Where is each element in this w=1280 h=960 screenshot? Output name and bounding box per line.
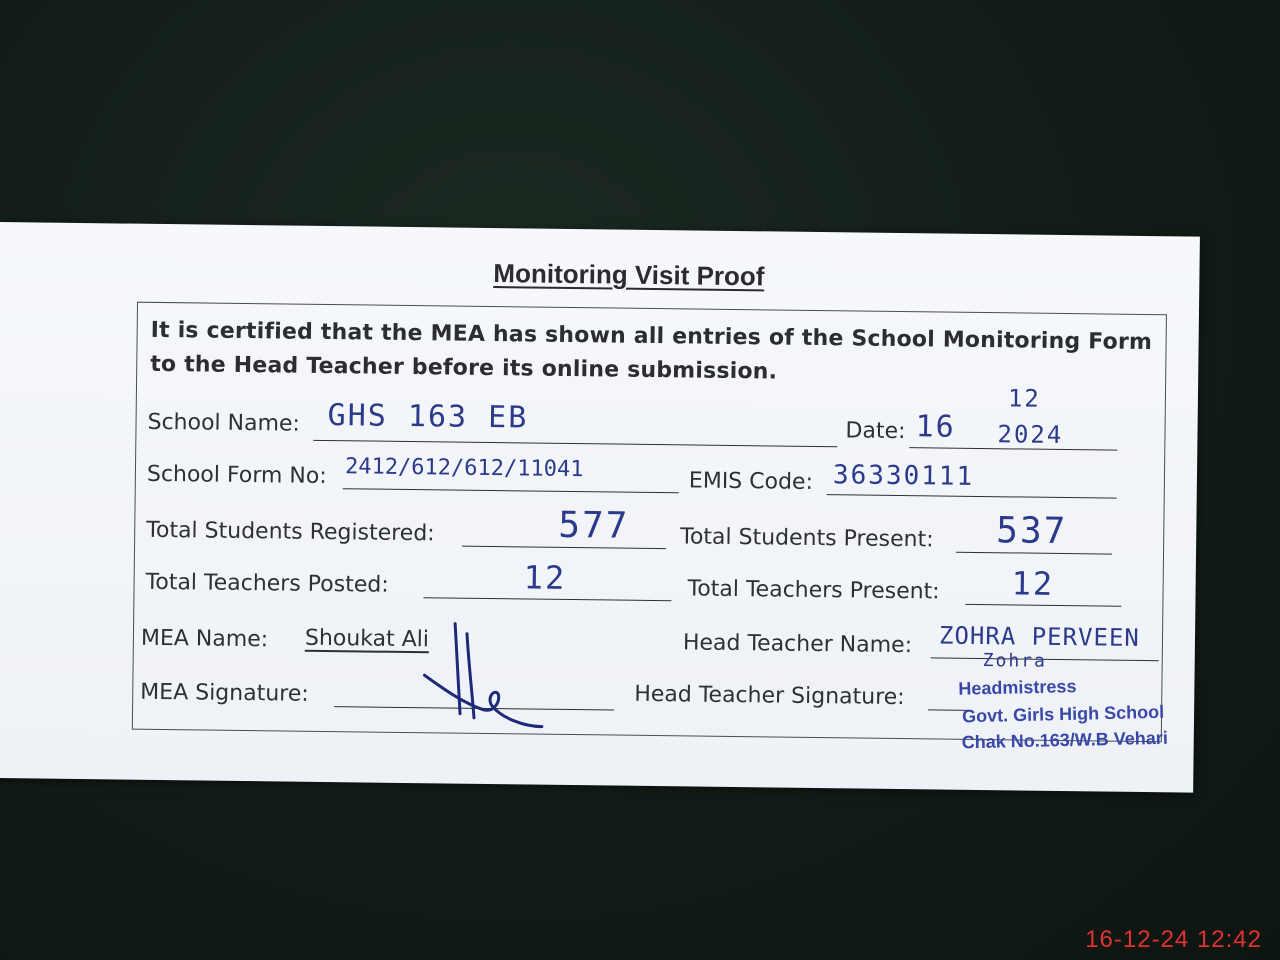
mea-name-value: Shoukat Ali <box>304 625 430 653</box>
emis-code-label: EMIS Code: <box>688 468 814 495</box>
stamp-line-3: Chak No.163/W.B Vehari <box>961 727 1169 753</box>
date-month-value: 12 <box>1007 384 1041 413</box>
school-form-no-value: 2412/612/612/11041 <box>344 454 584 483</box>
school-name-label: School Name: <box>147 409 301 437</box>
students-registered-value: 577 <box>558 504 630 547</box>
head-teacher-signature-label: Head Teacher Signature: <box>634 681 905 711</box>
monitoring-visit-proof-card <box>0 222 1200 793</box>
teachers-posted-value: 12 <box>523 558 567 597</box>
emis-code-value: 36330111 <box>832 460 975 492</box>
mea-name-label: MEA Name: <box>140 625 269 653</box>
students-present-value: 537 <box>996 510 1068 553</box>
stamp-line-2: Govt. Girls High School <box>961 701 1165 727</box>
head-teacher-name-label: Head Teacher Name: <box>682 630 913 659</box>
head-teacher-signature-scrawl: Zohra <box>982 650 1048 672</box>
date-day-value: 16 <box>915 409 956 445</box>
photo-timestamp: 16-12-24 12:42 <box>1085 926 1262 953</box>
teachers-present-label: Total Teachers Present: <box>687 576 940 605</box>
date-year-value: 2024 <box>997 420 1064 450</box>
students-registered-label: Total Students Registered: <box>146 517 435 547</box>
form-title: Monitoring Visit Proof <box>493 258 765 292</box>
certification-text: It is certified that the MEA has shown all entries of the School Monitoring Form to the Head Teacher before its online submission. <box>150 317 1153 385</box>
stamp-line-1: Headmistress <box>958 676 1077 699</box>
school-name-value: GHS 163 EB <box>327 398 529 436</box>
teachers-posted-label: Total Teachers Posted: <box>145 569 389 598</box>
teachers-present-value: 12 <box>1011 564 1055 603</box>
mea-signature-scribble <box>414 613 555 735</box>
students-present-label: Total Students Present: <box>680 524 934 553</box>
date-label: Date: <box>845 418 906 445</box>
school-form-no-label: School Form No: <box>146 461 327 490</box>
head-teacher-name-value: ZOHRA PERVEEN <box>938 621 1141 652</box>
mea-signature-label: MEA Signature: <box>140 679 309 707</box>
